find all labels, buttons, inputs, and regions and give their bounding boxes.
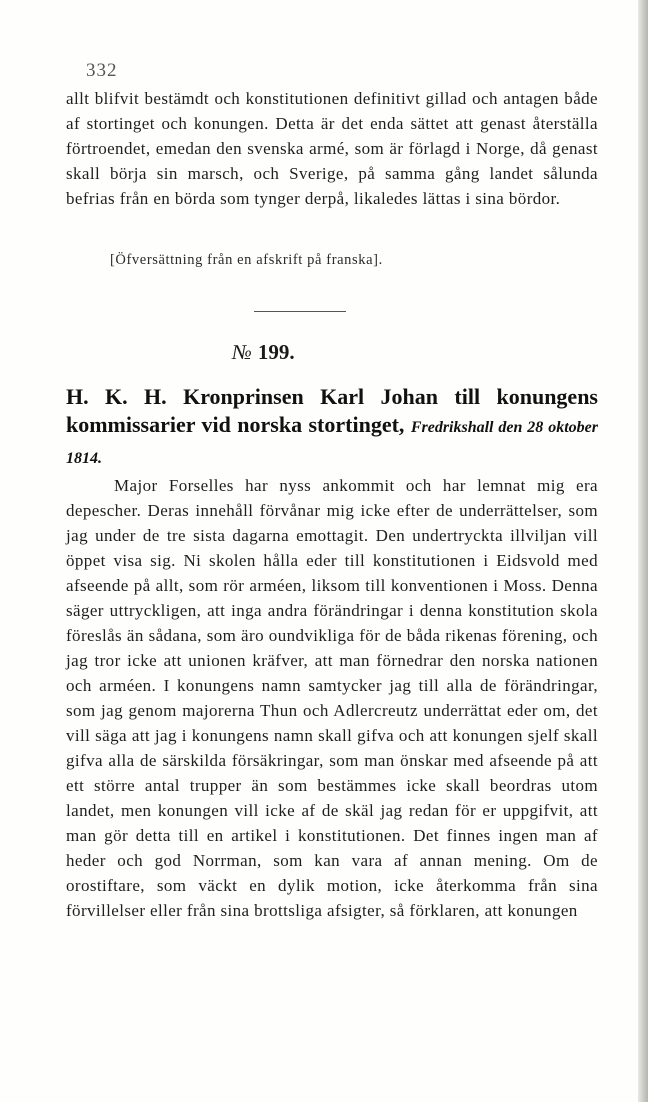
- document-number-value: 199.: [257, 340, 295, 364]
- document-heading: [66, 383, 598, 473]
- document-number: [232, 340, 295, 365]
- document-date: Fredrikshall den 28 oktober 1814.: [66, 419, 598, 467]
- section-divider: [254, 311, 346, 312]
- paragraph-continuation: allt blifvit bestämdt och konstitutionen definitivt gillad och antagen både af stortinget och konungen. Detta är det enda sättet att genast återställa förtroendet, emedan den svenska armé, som är förlagd i Norge, då genast skall börja sin marsch, och Sverige, på samma gång landet sålunda befrias från en börda som tynger derpå, likaledes lättas i sina bördor.: [66, 89, 598, 208]
- page-number: 332: [86, 60, 118, 81]
- page-gutter-shadow: [638, 0, 648, 1102]
- letter-body: Major Forselles har nyss ankommit och har lemnat mig era depescher. Deras innehåll förvånar mig icke efter de underrättelser, som jag under de tre sista dagarna emottagit. Den undertryckta illviljan vill öppet visa sig. Ni skolen hålla eder till konstitutionen i Eidsvold med afseende på allt, som rör arméen, liksom till konventionen i Moss. Denna säger uttryckligen, att inga andra förändringar i denna konstitution skola föreslås än sådana, som äro oundvikliga för de båda rikenas förening, och jag tror icke att unionen kräfver, att man förnedrar den norska nationen och arméen. I konungens namn samtycker jag till alla de förändringar, som jag genom majorerna Thun och Adlercreutz underrättat eder om, det vill säga att jag i konungens namn skall gifva och att konungen sjelf skall gifva alla de särskilda försäkringar, som man önskar med afseende på att ett större antal trupper än som bestämmes icke skall beordras utom landet, men konungen vill icke af de skäl jag redan för er uppgifvit, att man gör detta till en artikel i konstitutionen. Det finnes ingen man af heder och god Norrman, som kan vara af annan mening. Om de orostiftare, som väckt en dylik motion, icke återkomma från sina förvillelser eller från sina brottsliga afsigter, så förklaren, att konungen: [66, 476, 598, 920]
- document-title: H. K. H. Kronprinsen Karl Johan till konungens kommissarier vid norska stortinget,: [66, 384, 598, 437]
- translation-note: [Öfversättning från en afskrift på franska].: [110, 252, 383, 268]
- number-sign: №: [232, 340, 252, 364]
